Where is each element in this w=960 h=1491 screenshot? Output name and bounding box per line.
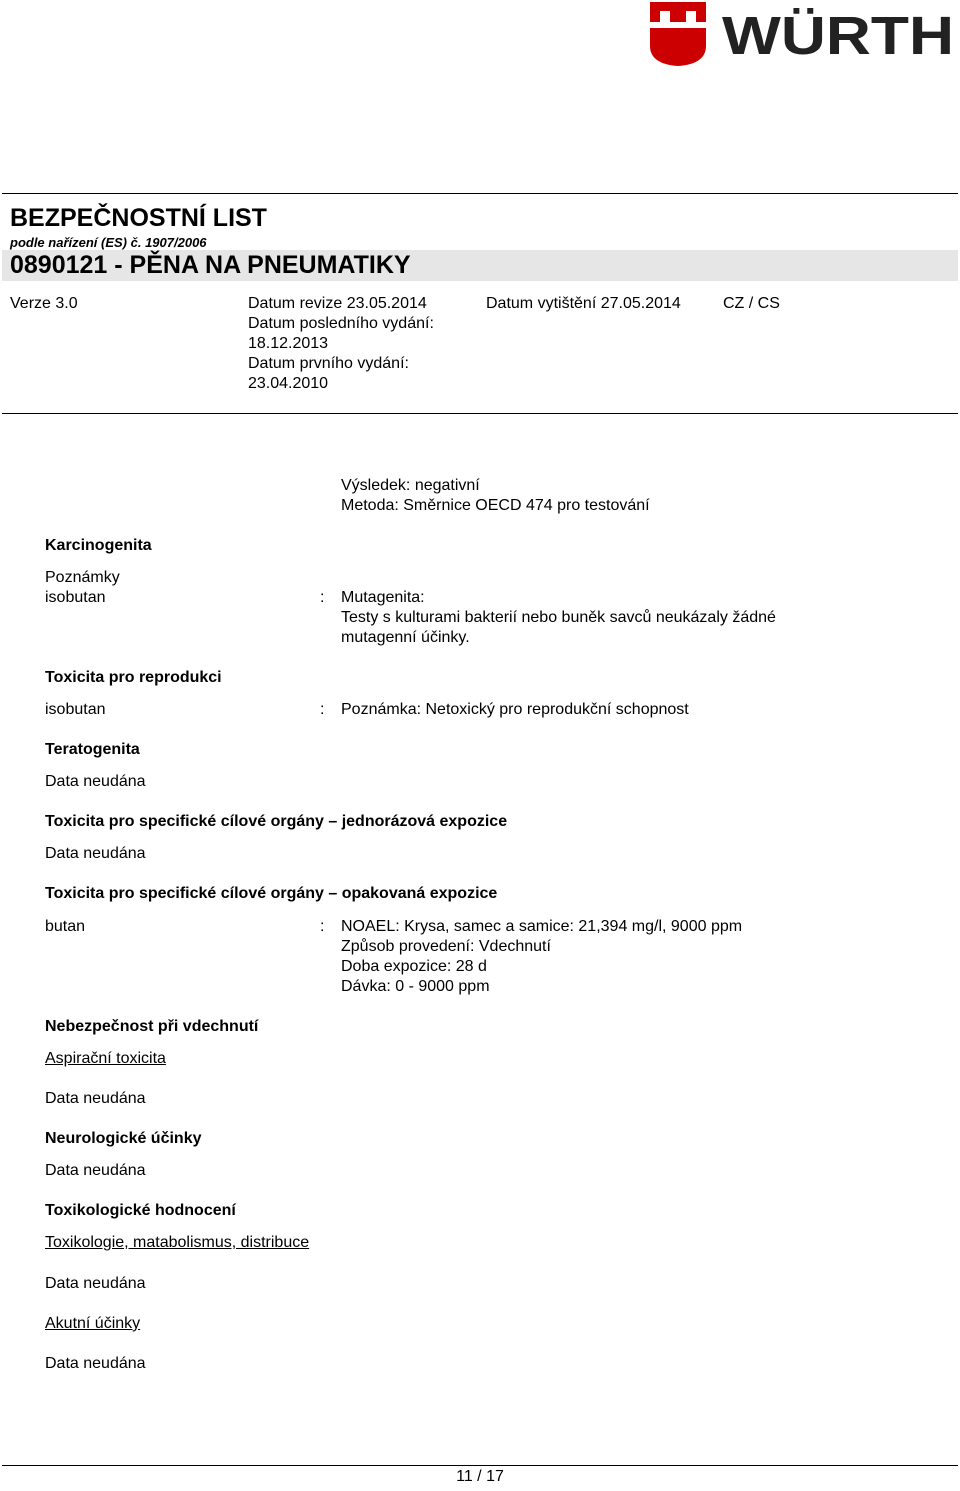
product-name: 0890121 - PĚNA NA PNEUMATIKY bbox=[10, 251, 411, 279]
stot-rep-line3: Doba expozice: 28 d bbox=[341, 958, 487, 975]
stot-rep-line4: Dávka: 0 - 9000 ppm bbox=[341, 978, 490, 995]
heading-stot-repeated: Toxicita pro specifické cílové orgány – opakovaná expozice bbox=[45, 885, 498, 902]
notes-label: Poznámky bbox=[45, 569, 120, 586]
regulation-subtitle: podle nařízení (ES) č. 1907/2006 bbox=[10, 235, 207, 250]
terato-text: Data neudána bbox=[45, 773, 146, 790]
carry-method: Metoda: Směrnice OECD 474 pro testování bbox=[341, 497, 650, 514]
last-issue-label: Datum posledního vydání: bbox=[248, 315, 434, 332]
logo-text: WÜRTH bbox=[722, 6, 954, 66]
stot-rep-substance: butan bbox=[45, 918, 86, 935]
heading-teratogenicity: Teratogenita bbox=[45, 741, 140, 758]
neuro-text: Data neudána bbox=[45, 1162, 146, 1179]
subheading-toxicology: Toxikologie, matabolismus, distribuce bbox=[45, 1234, 310, 1251]
heading-toxeval: Toxikologické hodnocení bbox=[45, 1202, 236, 1219]
carry-result: Výsledek: negativní bbox=[341, 477, 480, 494]
stot-rep-line2: Způsob provedení: Vdechnutí bbox=[341, 938, 551, 955]
repro-separator: : bbox=[320, 701, 325, 718]
aspiration-text: Data neudána bbox=[45, 1090, 146, 1107]
first-issue-date: 23.04.2010 bbox=[248, 375, 329, 392]
heading-carcinogenicity: Karcinogenita bbox=[45, 537, 152, 554]
last-issue-date: 18.12.2013 bbox=[248, 335, 329, 352]
revision-date: Datum revize 23.05.2014 bbox=[248, 295, 427, 312]
heading-aspiration: Nebezpečnost při vdechnutí bbox=[45, 1018, 259, 1035]
language-code: CZ / CS bbox=[723, 295, 780, 312]
repro-text: Poznámka: Netoxický pro reprodukční schopnost bbox=[341, 701, 689, 718]
subheading-acute-effects: Akutní účinky bbox=[45, 1315, 141, 1332]
subheading-aspiration-toxicity: Aspirační toxicita bbox=[45, 1050, 166, 1067]
carc-line1: Mutagenita: bbox=[341, 589, 425, 606]
wurth-logo bbox=[648, 2, 958, 68]
toxicology-text: Data neudána bbox=[45, 1275, 146, 1292]
heading-stot-single: Toxicita pro specifické cílové orgány – jednorázová expozice bbox=[45, 813, 508, 830]
heading-neuro: Neurologické účinky bbox=[45, 1130, 202, 1147]
carc-substance: isobutan bbox=[45, 589, 106, 606]
first-issue-label: Datum prvního vydání: bbox=[248, 355, 409, 372]
document-title: BEZPEČNOSTNÍ LIST bbox=[10, 204, 267, 232]
stot-rep-line1: NOAEL: Krysa, samec a samice: 21,394 mg/l, 9000 ppm bbox=[341, 918, 743, 935]
carc-line2: Testy s kulturami bakterií nebo buněk savců neukázaly žádné bbox=[341, 609, 776, 626]
version: Verze 3.0 bbox=[10, 295, 78, 312]
header-top-rule bbox=[2, 193, 958, 194]
header-bottom-rule bbox=[2, 413, 958, 414]
page-number: 11 / 17 bbox=[456, 1468, 504, 1485]
print-date: Datum vytištění 27.05.2014 bbox=[486, 295, 681, 312]
carc-line3: mutagenní účinky. bbox=[341, 629, 470, 646]
heading-reproduction: Toxicita pro reprodukci bbox=[45, 669, 222, 686]
acute-effects-text: Data neudána bbox=[45, 1355, 146, 1372]
stot-single-text: Data neudána bbox=[45, 845, 146, 862]
stot-rep-separator: : bbox=[320, 918, 325, 935]
repro-substance: isobutan bbox=[45, 701, 106, 718]
carc-separator: : bbox=[320, 589, 325, 606]
